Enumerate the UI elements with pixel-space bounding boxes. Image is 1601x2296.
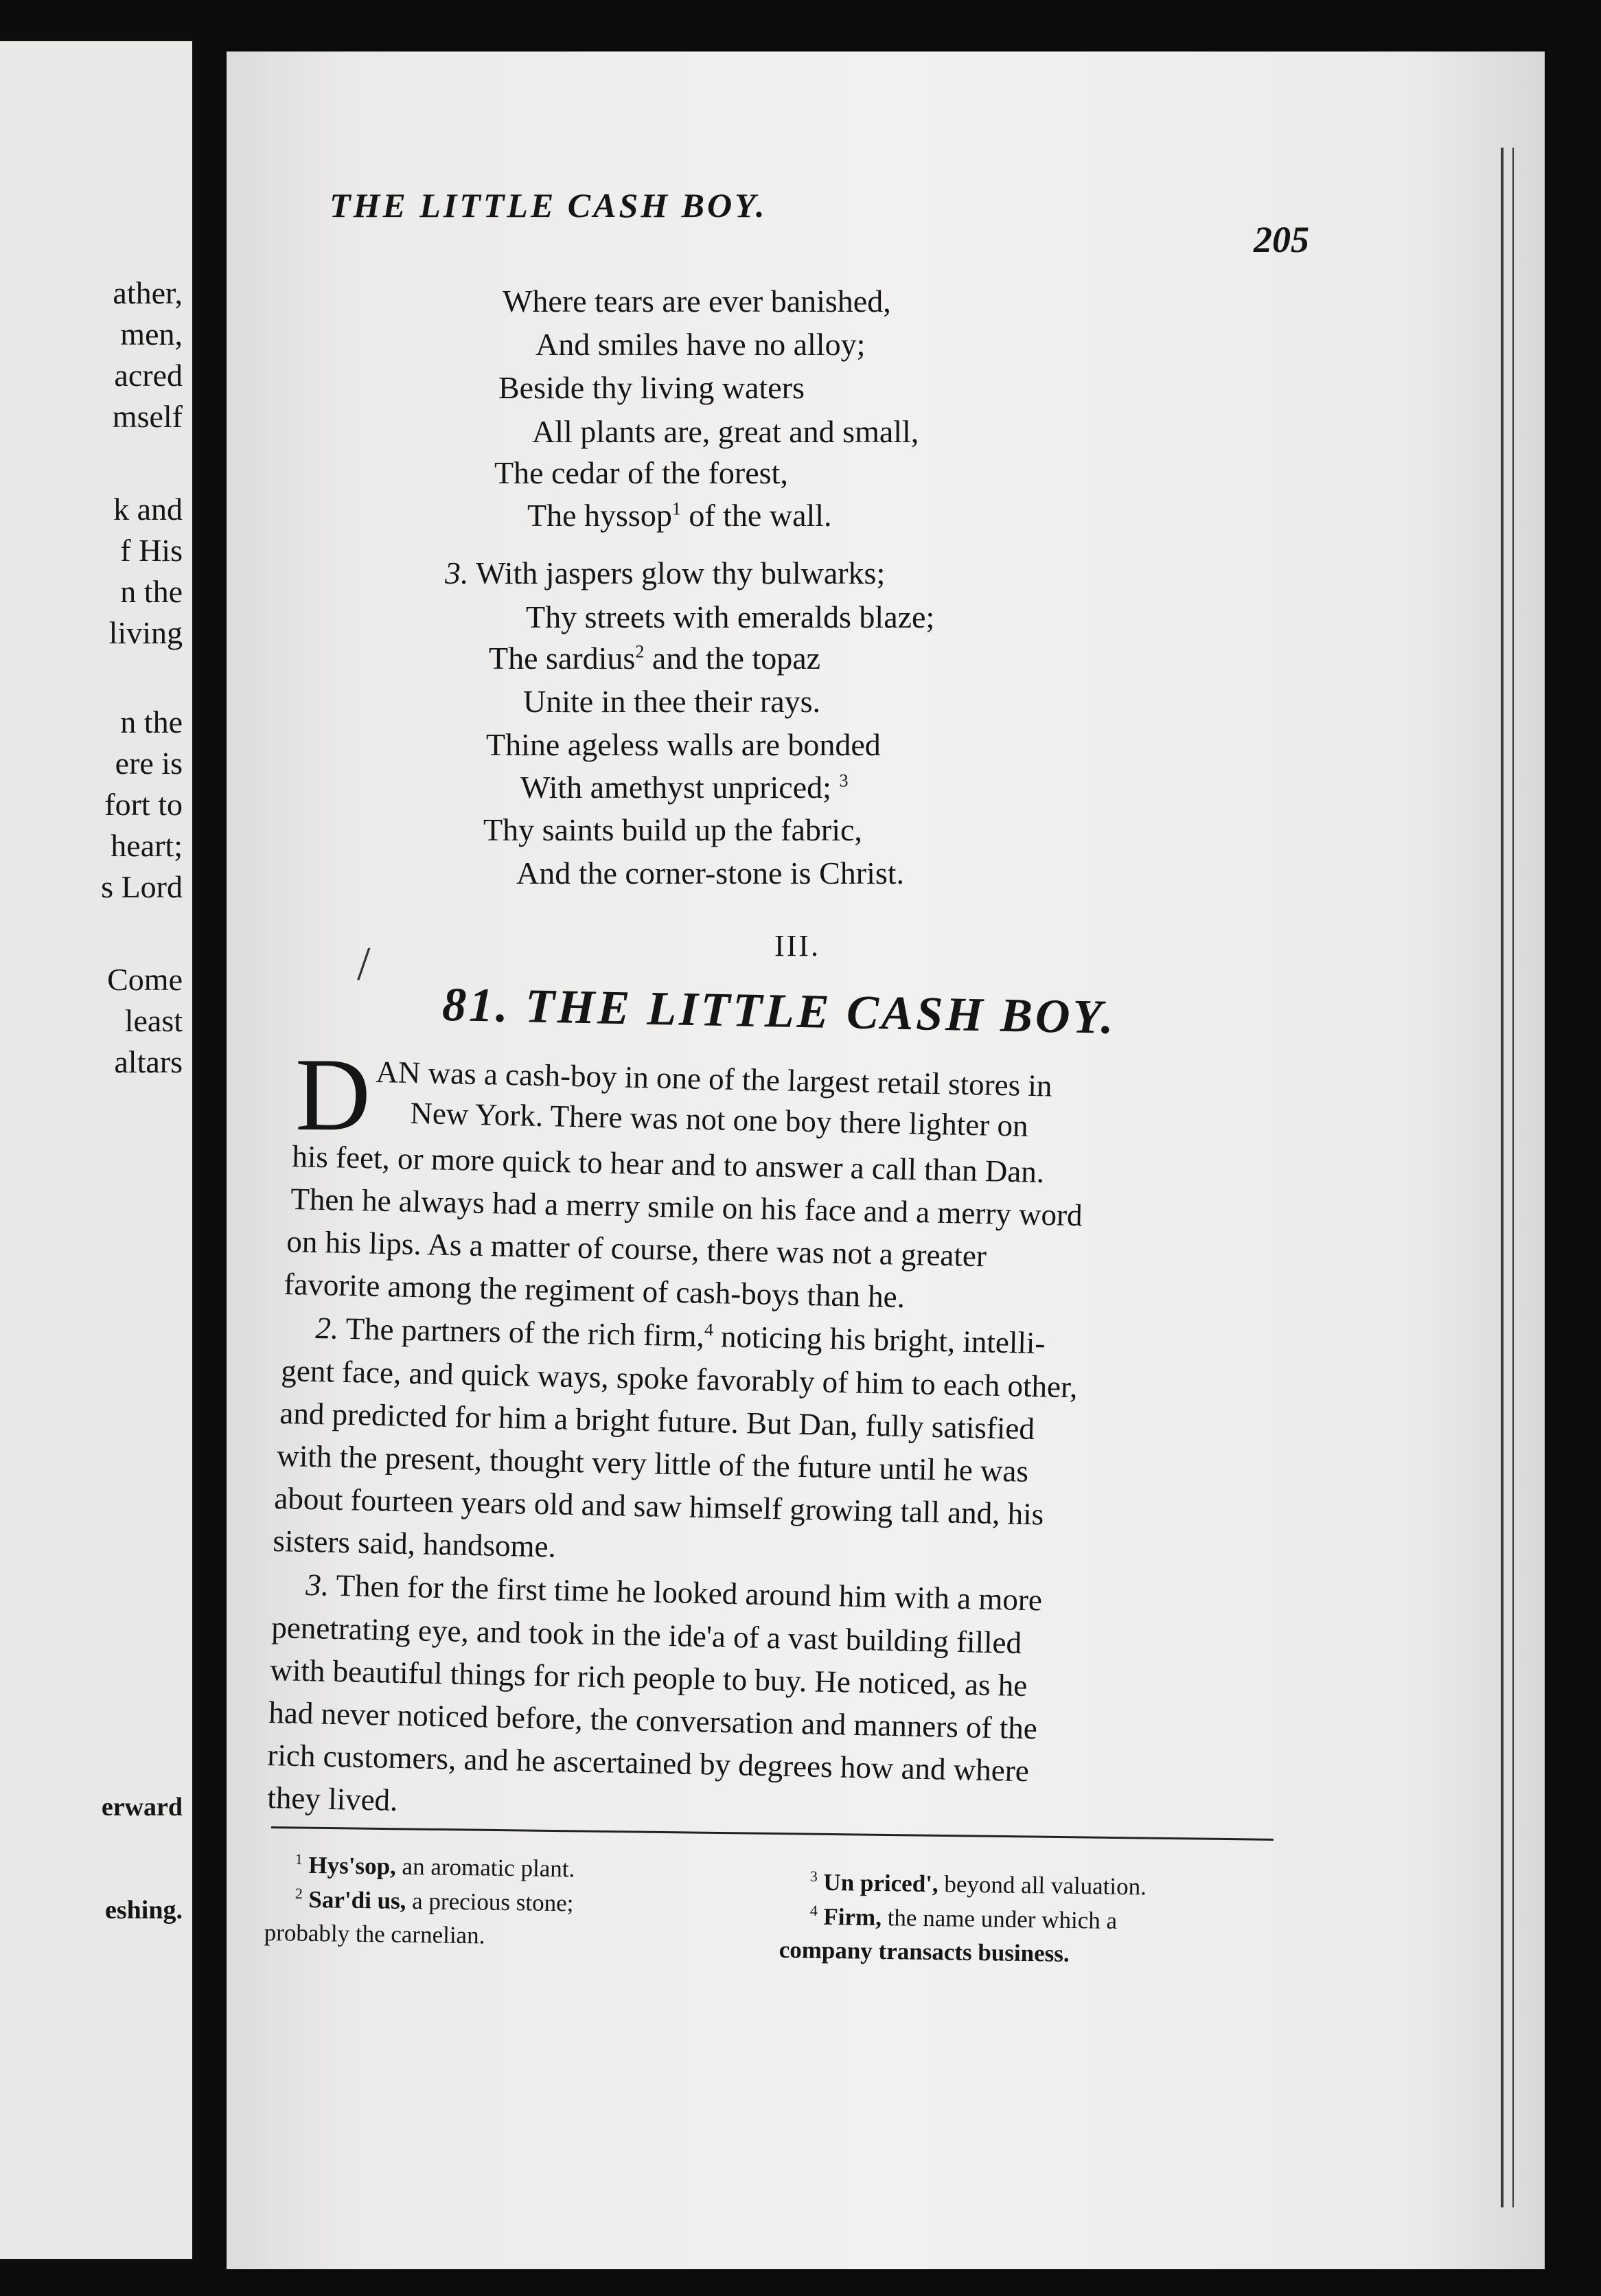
footnote [779, 1936, 1070, 1968]
left-page-line: heart; [111, 828, 183, 863]
part-label: III. [774, 929, 820, 963]
footnote-mark: 3 [839, 770, 849, 791]
poem-line-text: and the topaz [652, 641, 821, 676]
poem-line: Thine ageless walls are bonded [486, 727, 881, 762]
poem-line: Thy streets with emeralds blaze; [526, 599, 935, 634]
paragraph-line: on his lips. As a matter of course, there was not a greater [286, 1224, 987, 1274]
poem-line [489, 640, 820, 676]
paragraph-line-text: noticing his bright, intelli- [713, 1319, 1046, 1361]
page-edge-line [1512, 148, 1514, 2207]
footnote-number: 3 [809, 1868, 818, 1885]
paragraph-line-text: Then for the first time he looked around him with a more [328, 1568, 1043, 1618]
page-number: 205 [1254, 219, 1309, 260]
poem-line [527, 497, 832, 533]
left-page-line: n the [120, 574, 183, 609]
poem-line: Beside thy living waters [498, 370, 805, 405]
footnote-text: an aromatic plant. [395, 1852, 575, 1883]
footnote-number: 2 [295, 1885, 303, 1903]
left-page-line: f His [120, 533, 183, 568]
footnote-text: a precious stone; [406, 1887, 574, 1917]
poem-line: All plants are, great and small, [532, 414, 919, 449]
poem-line [445, 555, 885, 591]
left-page-line: living [108, 615, 183, 650]
paragraph-line: Then he always had a merry smile on his face and a merry word [290, 1181, 1083, 1233]
poem-line: And the corner-stone is Christ. [516, 856, 905, 891]
poem-line-text: The hyssop [527, 498, 672, 533]
paragraph-line: and predicted for him a bright future. But Dan, fully satisfied [279, 1395, 1035, 1447]
poem-line-text: of the wall. [689, 498, 832, 533]
paragraph-line: his feet, or more quick to hear and to answer a call than Dan. [291, 1138, 1045, 1189]
left-page-line: ather, [113, 275, 183, 310]
poem-line: Where tears are ever banished, [503, 284, 891, 319]
footnote [264, 1919, 485, 1949]
left-page-line: k and [113, 492, 183, 527]
paragraph-line: about fourteen years old and saw himself growing tall and, his [273, 1480, 1044, 1532]
footnote [295, 1885, 573, 1917]
left-page-line: acred [114, 358, 183, 393]
paragraph-line-text: The partners of the rich firm, [338, 1311, 705, 1353]
paragraph-number: 3. [305, 1567, 330, 1603]
left-page-line: least [124, 1003, 183, 1038]
paragraph-line: with the present, thought very little of the future until he was [276, 1438, 1029, 1489]
poem-line: And smiles have no alloy; [535, 327, 866, 362]
paragraph-line: with beautiful things for rich people to buy. He noticed, as he [269, 1652, 1028, 1703]
paragraph-number: 2. [314, 1310, 339, 1346]
footnote-number: 4 [809, 1902, 818, 1920]
footnote [809, 1902, 1117, 1935]
paragraph-line: they lived. [266, 1780, 398, 1817]
left-page-line: men, [120, 317, 183, 352]
left-page-line: Come [107, 962, 183, 997]
paragraph-line: had never noticed before, the conversation and manners of the [268, 1695, 1038, 1746]
poem-line [520, 769, 848, 805]
footnote-text: probably the carnelian. [264, 1919, 485, 1949]
footnote [809, 1868, 1147, 1901]
left-page-line: fort to [104, 787, 183, 822]
poem-line-text: With amethyst unpriced; [520, 770, 831, 805]
footnote [295, 1850, 575, 1883]
footnote-term: Hys'sop, [308, 1851, 397, 1880]
footnote-term: Un priced', [823, 1868, 938, 1898]
page-edge-line [1501, 148, 1504, 2207]
left-page-line: altars [114, 1044, 183, 1079]
poem-line-text: The sardius [489, 641, 636, 676]
paragraph-line: favorite among the regiment of cash-boys than he. [283, 1266, 906, 1314]
paragraph-line: AN was a cash-boy in one of the largest retail stores in [375, 1054, 1052, 1103]
paragraph-line: gent face, and quick ways, spoke favorably of him to each other, [280, 1353, 1079, 1405]
poem-line: Unite in thee their rays. [523, 684, 821, 719]
left-facing-page [0, 41, 192, 2259]
running-head: THE LITTLE CASH BOY. [330, 186, 768, 225]
poem-line: Thy saints build up the fabric, [483, 812, 862, 847]
left-page-line: ere is [115, 746, 183, 781]
left-page-line: s Lord [101, 869, 183, 904]
left-page-line: mself [112, 399, 183, 434]
footnote-number: 1 [295, 1850, 303, 1868]
paragraph-line: rich customers, and he ascertained by degrees how and where [266, 1737, 1030, 1789]
left-page-line: eshing. [105, 1896, 183, 1925]
footnote-term: Firm, [823, 1903, 882, 1931]
pencil-mark: / [357, 938, 371, 991]
poem-line-text: With jaspers glow thy bulwarks; [476, 555, 886, 590]
footnote-term: Sar'di us, [308, 1885, 406, 1914]
lesson-title: 81. THE LITTLE CASH BOY. [441, 978, 1117, 1044]
stanza-number: 3. [445, 555, 469, 590]
poem-line: The cedar of the forest, [494, 455, 788, 490]
footnote-text: beyond all valuation. [938, 1870, 1147, 1901]
footnote-mark: 1 [671, 498, 681, 519]
footnote-mark: 4 [704, 1319, 714, 1340]
paragraph-line: New York. There was not one boy there lighter on [409, 1095, 1029, 1143]
footnote-text: company transacts business. [779, 1936, 1070, 1967]
footnote-text: the name under which a [881, 1904, 1118, 1934]
paragraph-line: sisters said, handsome. [272, 1523, 557, 1564]
left-page-line: n the [120, 704, 183, 739]
left-page-line: erward [101, 1793, 183, 1822]
footnote-mark: 2 [635, 641, 645, 662]
paragraph-line: penetrating eye, and took in the ide'a of a vast building filled [270, 1609, 1022, 1660]
drop-cap: D [295, 1037, 371, 1152]
